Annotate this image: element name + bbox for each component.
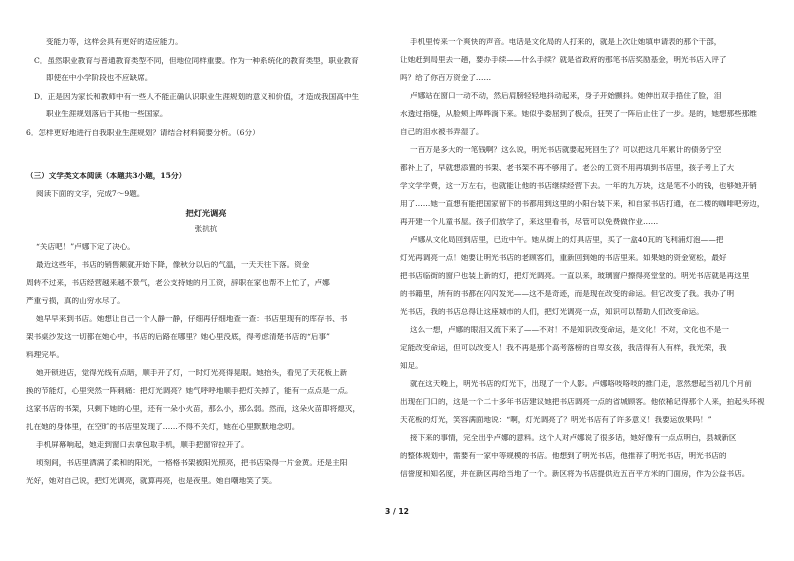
right-line-2: 让她赶到局里去一趟，要办手续——什么手续？就是省政府的那笔书店奖励基金，明光书店入评了 (400, 56, 727, 64)
right-line-5: 水透过指缝，从脸颊上哗哗淌下来。她似乎委屈到了极点，狂哭了一阵后止住了一步。是的，她想那些那维 (400, 110, 757, 118)
right-line-21: 出现在门口的，这是一个二十多年书店建议她把书店调亮一点的省城顾客。他依稀记得那个人来，拍起头环视 (400, 398, 765, 406)
right-line-16: 光书店，我的书店总得让这座城市的人们，把灯光调亮一点，知识可以帮助人们改变命运。 (400, 308, 704, 316)
option-c: C．虽然职业教育与普通教育类型不同，但地位同样重要。作为一种系统化的教育类型，职业教育 (34, 57, 359, 65)
right-line-18: 定能改变命运，但可以改变人！我不再是那个高考落榜的自卑女孩，我活得有人有样，我光荣，我 (400, 344, 727, 352)
paragraph-4-line1: 她开锁进店，觉得光线有点暗，顺手开了灯，一时灯光亮得晃眼。她抬头，看见了天花板上新 (36, 369, 348, 377)
right-line-9: 学文学学费，这一万左右，也就能让他的书店继续经营下去。一年的九万块，这是笔不小的钱，也够她开销 (400, 182, 757, 190)
reading-instruction: 阅读下面的文字，完成7～9题。 (36, 190, 145, 198)
right-line-12: 卢娜从文化局回到店里，已近中午。她从街上的灯具店里，买了一盒40瓦的飞利浦灯泡——把 (410, 236, 724, 244)
right-line-17: 这么一想，卢娜的眼泪又流下来了——不对！不是知识改变命运，是文化！不对，文化也不是一 (410, 326, 729, 334)
page-number: 3 / 12 (385, 507, 409, 516)
right-line-4: 卢娜站在窗口一动不动，然后肩膀轻轻地抖动起来，身子开始颤抖。她伸出双手捂住了脸，泪 (410, 92, 722, 100)
paragraph-3-line1: 她早早来到书店。她想让自己一个人静一静，仔细再仔细地查一查：书店里现有的库存书、书 (36, 315, 348, 323)
right-line-25: 信誉度和知名度，并在新区再给当地了一个。新区将为书店提供近五百平方米的门面房，作为公益书店。 (400, 470, 750, 478)
paragraph-4-line4: 扎在她的身体里，在空旷的书店里发现了……不得不关灯，她在心里默默地念叨。 (26, 423, 300, 431)
question-6: 6．怎样更好地进行自我职业生涯规划？请结合材料简要分析。（6分） (26, 129, 260, 137)
right-line-24: 的整体规划中，需要有一家中等规模的书店。他想到了明光书店，他推荐了明光书店，明光书店的 (400, 452, 727, 460)
right-line-23: 接下来的事情，完全出乎卢娜的意料。这个人对卢娜说了很多话，她好像有一点点明白，县城新区 (410, 434, 737, 442)
article-title: 把灯光调亮 (185, 209, 227, 218)
right-line-22: 天花板的灯光，笑容满面地说：“啊，灯光调亮了？明光书店有了许多意义！我要运放果吗！” (400, 416, 712, 424)
right-line-7: 一百万是多大的一笔钱啊？这么说，明光书店就要起死回生了？可以把这几年累计的债务宁空 (410, 146, 722, 154)
option-c-line2: 即使在中小学阶段也不应缺席。 (46, 74, 153, 82)
paragraph-4-line2: 换的节能灯，心里突然一阵刺痛：把灯光调亮？她气呼呼地顺手把灯关掉了，能有一点点是一点。 (26, 387, 353, 395)
right-line-14: 把书店临街的窗户也装上新的灯，把灯光调亮。一直以来，玻璃窗户擦得亮堂堂的。明光书店就是再这里 (400, 272, 750, 280)
right-line-11: 再开建一个儿童书屋。孩子们放学了，来这里看书，尽管可以免费做作业…… (400, 218, 659, 226)
paragraph-6-line1: 顷刻间，书店里洒满了柔和的阳光，一格格书架被阳光照亮，把书店染得一片金黄。还是主阳 (36, 459, 348, 467)
right-line-19: 知足。 (400, 362, 423, 370)
right-line-1: 手机里传来一个爽快的声音。电话是文化局的人打来的，就是上次让她填申请表的那个干部， (410, 38, 722, 46)
right-line-6: 自己的泪水被书弄湿了。 (400, 128, 484, 136)
right-line-3: 吗？给了你百万资金了…… (400, 74, 492, 82)
paragraph-5: 手机屏幕响起，她走到窗口去拿包取手机，顺手把窗帘拉开了。 (36, 441, 249, 449)
paragraph-2-line1: 最近这些年，书店的销售额就开始下降，像秋分以后的气温，一天天往下落。资金 (36, 261, 310, 269)
right-line-13: 灯光再调亮一点！她要让明光书店的老顾客们，重新回到她的书店里来。如果她的资金宽松，最好 (400, 254, 727, 262)
paragraph-3-line2: 架书桌沙发这一切都在她心中，书店的后路在哪里？她心里没底，得考虑清楚书店的“后事” (26, 333, 330, 341)
paragraph-4-line3: 这家书店的书架，只剩下她的心里，还有一朵小火苗，那么小，那么弱。然而，这朵火苗即将熄灭， (26, 405, 361, 413)
right-line-15: 的书籍里，所有的书都在闪闪发光——这不是奇迹，而是现在改变的命运。但它改变了我。我办了明 (400, 290, 735, 298)
paragraph-2-line2: 周转不过来，书店经营越来越不景气，老公支持她的月工资，辞职在家也帮不上忙了，卢娜 (26, 279, 330, 287)
paragraph-2-line3: 严重亏损，真的山穷水尽了。 (26, 297, 125, 305)
right-line-8: 都补上了，早就想添置的书架、老书架不再不够用了。老公的工资不用再填到书店里，孩子考上了大 (400, 164, 735, 172)
article-author: 张抗抗 (194, 225, 218, 233)
paragraph-1: “关店吧！”卢娜下定了决心。 (36, 243, 135, 251)
paragraph-3-line3: 料理完毕。 (26, 351, 64, 359)
option-c-continued: 变能力等，这样会具有更好的适应能力。 (46, 38, 183, 46)
option-d: D．正是因为家长和教师中有一些人不能正确认识职业生涯规划的意义和价值，才造成我国高中生 (34, 93, 360, 101)
section-heading: （三）文学类文本阅读（本题共3小题，15分） (26, 172, 187, 180)
paragraph-6-line2: 光好，她对自己说，把灯光调亮，就算再亮，也是夜里。她自嘲地笑了笑。 (26, 477, 277, 485)
option-d-line2: 职业生涯规划落后于其他一些国家。 (46, 110, 168, 118)
right-line-10: 用了……她一直想有能把国家留下的书都用到这里的小阳台装下来，和自家书店打通，在二楼的咖啡吧旁边， (400, 200, 765, 208)
right-line-20: 就在这天晚上，明光书店的灯光下，出现了一个人影。卢娜咯吱咯吱的推门走，忽然想起当初几个月前 (410, 380, 752, 388)
